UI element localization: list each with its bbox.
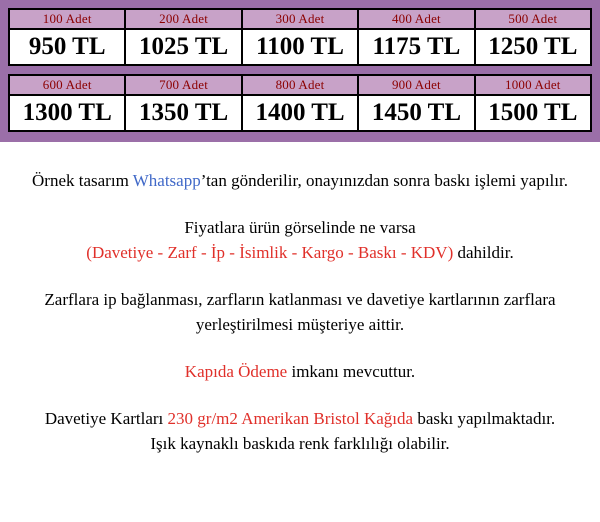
note-included <box>10 215 590 265</box>
quantity-label: 100 Adet <box>10 10 124 30</box>
quantity-label: 300 Adet <box>243 10 357 30</box>
price-value: 1100 TL <box>256 33 344 60</box>
quantity-label: 400 Adet <box>359 10 473 30</box>
note-included-line2 <box>10 240 590 265</box>
note-paper-line1 <box>10 406 590 431</box>
note-included-highlight: (Davetiye - Zarf - İp - İsimlik - Kargo - Baskı - KDV) <box>86 243 454 262</box>
note-paper-tail: baskı yapılmaktadır. <box>413 409 556 428</box>
note-whatsapp <box>10 168 590 193</box>
price-cell[interactable] <box>476 10 590 64</box>
price-value: 1450 TL <box>371 99 461 126</box>
note-paper <box>10 406 590 456</box>
price-cell[interactable] <box>359 76 475 130</box>
price-value: 1400 TL <box>255 99 345 126</box>
note-included-tail: dahildir. <box>453 243 514 262</box>
notes-section <box>0 142 600 456</box>
quantity-label: 600 Adet <box>10 76 124 96</box>
price-cell[interactable] <box>243 10 359 64</box>
note-payment <box>10 359 590 384</box>
price-cell[interactable] <box>476 76 590 130</box>
price-table <box>0 0 600 142</box>
price-cell[interactable] <box>359 10 475 64</box>
price-value: 1025 TL <box>139 33 229 60</box>
price-row <box>8 8 592 66</box>
note-whatsapp-suffix: ’tan gönderilir, onayınızdan sonra baskı işlemi yapılır. <box>200 171 568 190</box>
price-value: 1250 TL <box>488 33 578 60</box>
note-whatsapp-highlight: Whatsapp <box>132 171 201 190</box>
quantity-label: 900 Adet <box>359 76 473 96</box>
note-payment-tail: imkanı mevcuttur. <box>287 362 416 381</box>
note-paper-highlight: 230 gr/m2 Amerikan Bristol Kağıda <box>167 409 414 428</box>
price-value: 1350 TL <box>139 99 229 126</box>
note-paper-head: Davetiye Kartları <box>44 409 168 428</box>
price-value: 950 TL <box>28 33 106 60</box>
quantity-label: 800 Adet <box>243 76 357 96</box>
note-whatsapp-prefix: Örnek tasarım <box>32 171 133 190</box>
price-value: 1175 TL <box>372 33 461 60</box>
note-payment-highlight: Kapıda Ödeme <box>184 362 288 381</box>
price-value: 1300 TL <box>22 99 112 126</box>
quantity-label: 200 Adet <box>126 10 240 30</box>
quantity-label: 500 Adet <box>476 10 590 30</box>
quantity-label: 1000 Adet <box>476 76 590 96</box>
price-cell[interactable] <box>10 10 126 64</box>
price-row <box>8 74 592 132</box>
price-cell[interactable] <box>126 76 242 130</box>
note-paper-line2: Işık kaynaklı baskıda renk farklılığı olabilir. <box>150 434 450 453</box>
note-assembly-line1: Zarflara ip bağlanması, zarfların katlanması ve davetiye kartlarının zarflara <box>44 290 556 309</box>
note-included-line1: Fiyatlara ürün görselinde ne varsa <box>184 218 416 237</box>
note-assembly <box>10 287 590 337</box>
price-cell[interactable] <box>126 10 242 64</box>
quantity-label: 700 Adet <box>126 76 240 96</box>
price-cell[interactable] <box>10 76 126 130</box>
price-cell[interactable] <box>243 76 359 130</box>
price-value: 1500 TL <box>488 99 578 126</box>
note-assembly-line2: yerleştirilmesi müşteriye aittir. <box>195 315 405 334</box>
